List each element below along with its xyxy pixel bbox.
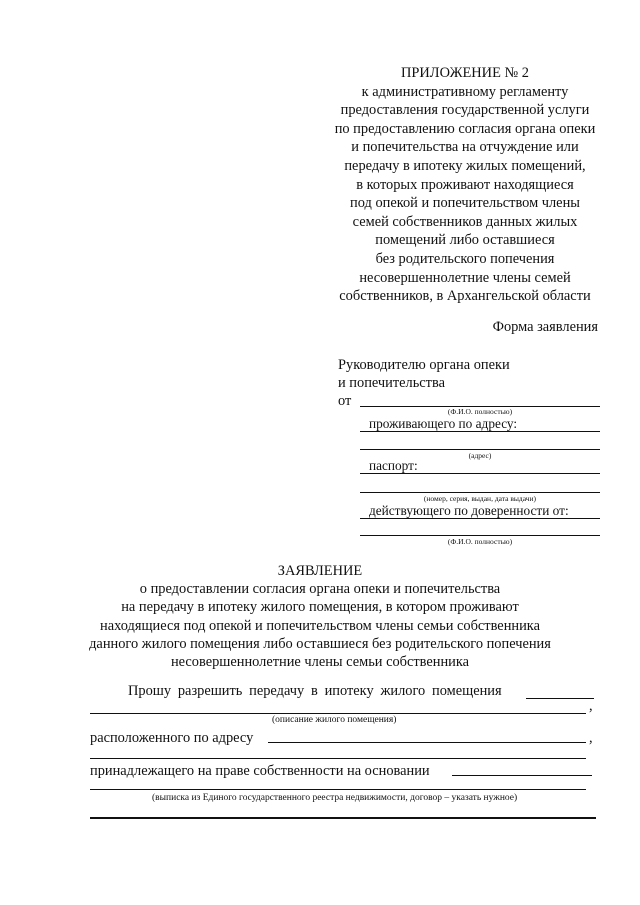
underline <box>360 431 600 432</box>
residing-address-field[interactable] <box>360 416 600 432</box>
appendix-line: под опекой и попечительством члены <box>350 195 580 212</box>
residing-label: проживающего по адресу: <box>369 416 518 431</box>
addressee-line-2: и попечительства <box>338 375 445 391</box>
comma-2: , <box>589 730 593 746</box>
passport-hint: (номер, серия, выдан, дата выдачи) <box>423 494 537 503</box>
statement-title: ЗАЯВЛЕНИЕ <box>277 563 363 579</box>
appendix-line: помещений либо оставшиеся <box>375 232 555 249</box>
address-hint: (адрес) <box>468 451 492 460</box>
underline <box>360 492 600 493</box>
statement-title-block <box>60 562 580 671</box>
underline <box>360 473 600 474</box>
statement-line: о предоставлении согласия органа опеки и попечительства <box>139 581 501 598</box>
bottom-rule <box>90 817 596 819</box>
appendix-line: передачу в ипотеку жилых помещений, <box>344 157 586 174</box>
proxy-field[interactable] <box>360 503 600 519</box>
passport-label: паспорт: <box>369 458 418 473</box>
located-label: расположенного по адресу <box>90 730 254 746</box>
statement-line: данного жилого помещения либо оставшиеся без родительского попечения <box>89 635 551 652</box>
proxy-field-2[interactable] <box>360 520 600 536</box>
appendix-line: ПРИЛОЖЕНИЕ № 2 <box>401 65 529 81</box>
appendix-line: к административному регламенту <box>361 83 569 100</box>
proxy-fio-hint: (Ф.И.О. полностью) <box>447 537 513 546</box>
residing-address-field-2[interactable] <box>360 434 600 450</box>
underline <box>360 449 600 450</box>
dwelling-description-field[interactable] <box>90 695 586 714</box>
appendix-line: в которых проживают находящиеся <box>356 176 574 193</box>
description-hint: (описание жилого помещения) <box>272 715 397 725</box>
statement-subtitle <box>60 580 580 671</box>
statement-line: несовершеннолетние члены семьи собственника <box>170 654 470 671</box>
appendix-line: без родительского попечения <box>375 250 555 267</box>
fio-hint: (Ф.И.О. полностью) <box>447 407 513 416</box>
request-text: Прошу разрешить передачу в ипотеку жилого помещения <box>128 683 502 699</box>
underline <box>360 535 600 536</box>
passport-field-2[interactable] <box>360 477 600 493</box>
owned-label: принадлежащего на праве собственности на основании <box>90 763 430 779</box>
ownership-basis-field-2[interactable] <box>90 771 586 790</box>
comma-1: , <box>589 698 593 714</box>
appendix-line: по предоставлению согласия органа опеки <box>334 120 596 137</box>
appendix-line: несовершеннолетние члены семей <box>359 269 571 286</box>
statement-line: находящиеся под опекой и попечительством члены семьи собственника <box>100 617 540 634</box>
underline <box>360 518 600 519</box>
from-label: от <box>338 393 352 409</box>
form-label: Форма заявления <box>492 319 598 335</box>
proxy-label: действующего по доверенности от: <box>369 503 569 518</box>
basis-hint: (выписка из Единого государственного реестра недвижимости, договор – указать нужное) <box>152 793 518 803</box>
appendix-line: предоставления государственной услуги <box>340 102 590 119</box>
passport-field[interactable] <box>360 458 600 474</box>
appendix-line: собственников, в Архангельской области <box>339 288 591 305</box>
statement-line: на передачу в ипотеку жилого помещения, в котором проживают <box>121 599 519 616</box>
appendix-line: и попечительства на отчуждение или <box>351 139 579 156</box>
appendix-line: семей собственников данных жилых <box>352 213 578 230</box>
appendix-header <box>300 64 630 306</box>
addressee-line-1: Руководителю органа опеки <box>338 357 510 373</box>
applicant-name-field[interactable] <box>360 391 600 407</box>
